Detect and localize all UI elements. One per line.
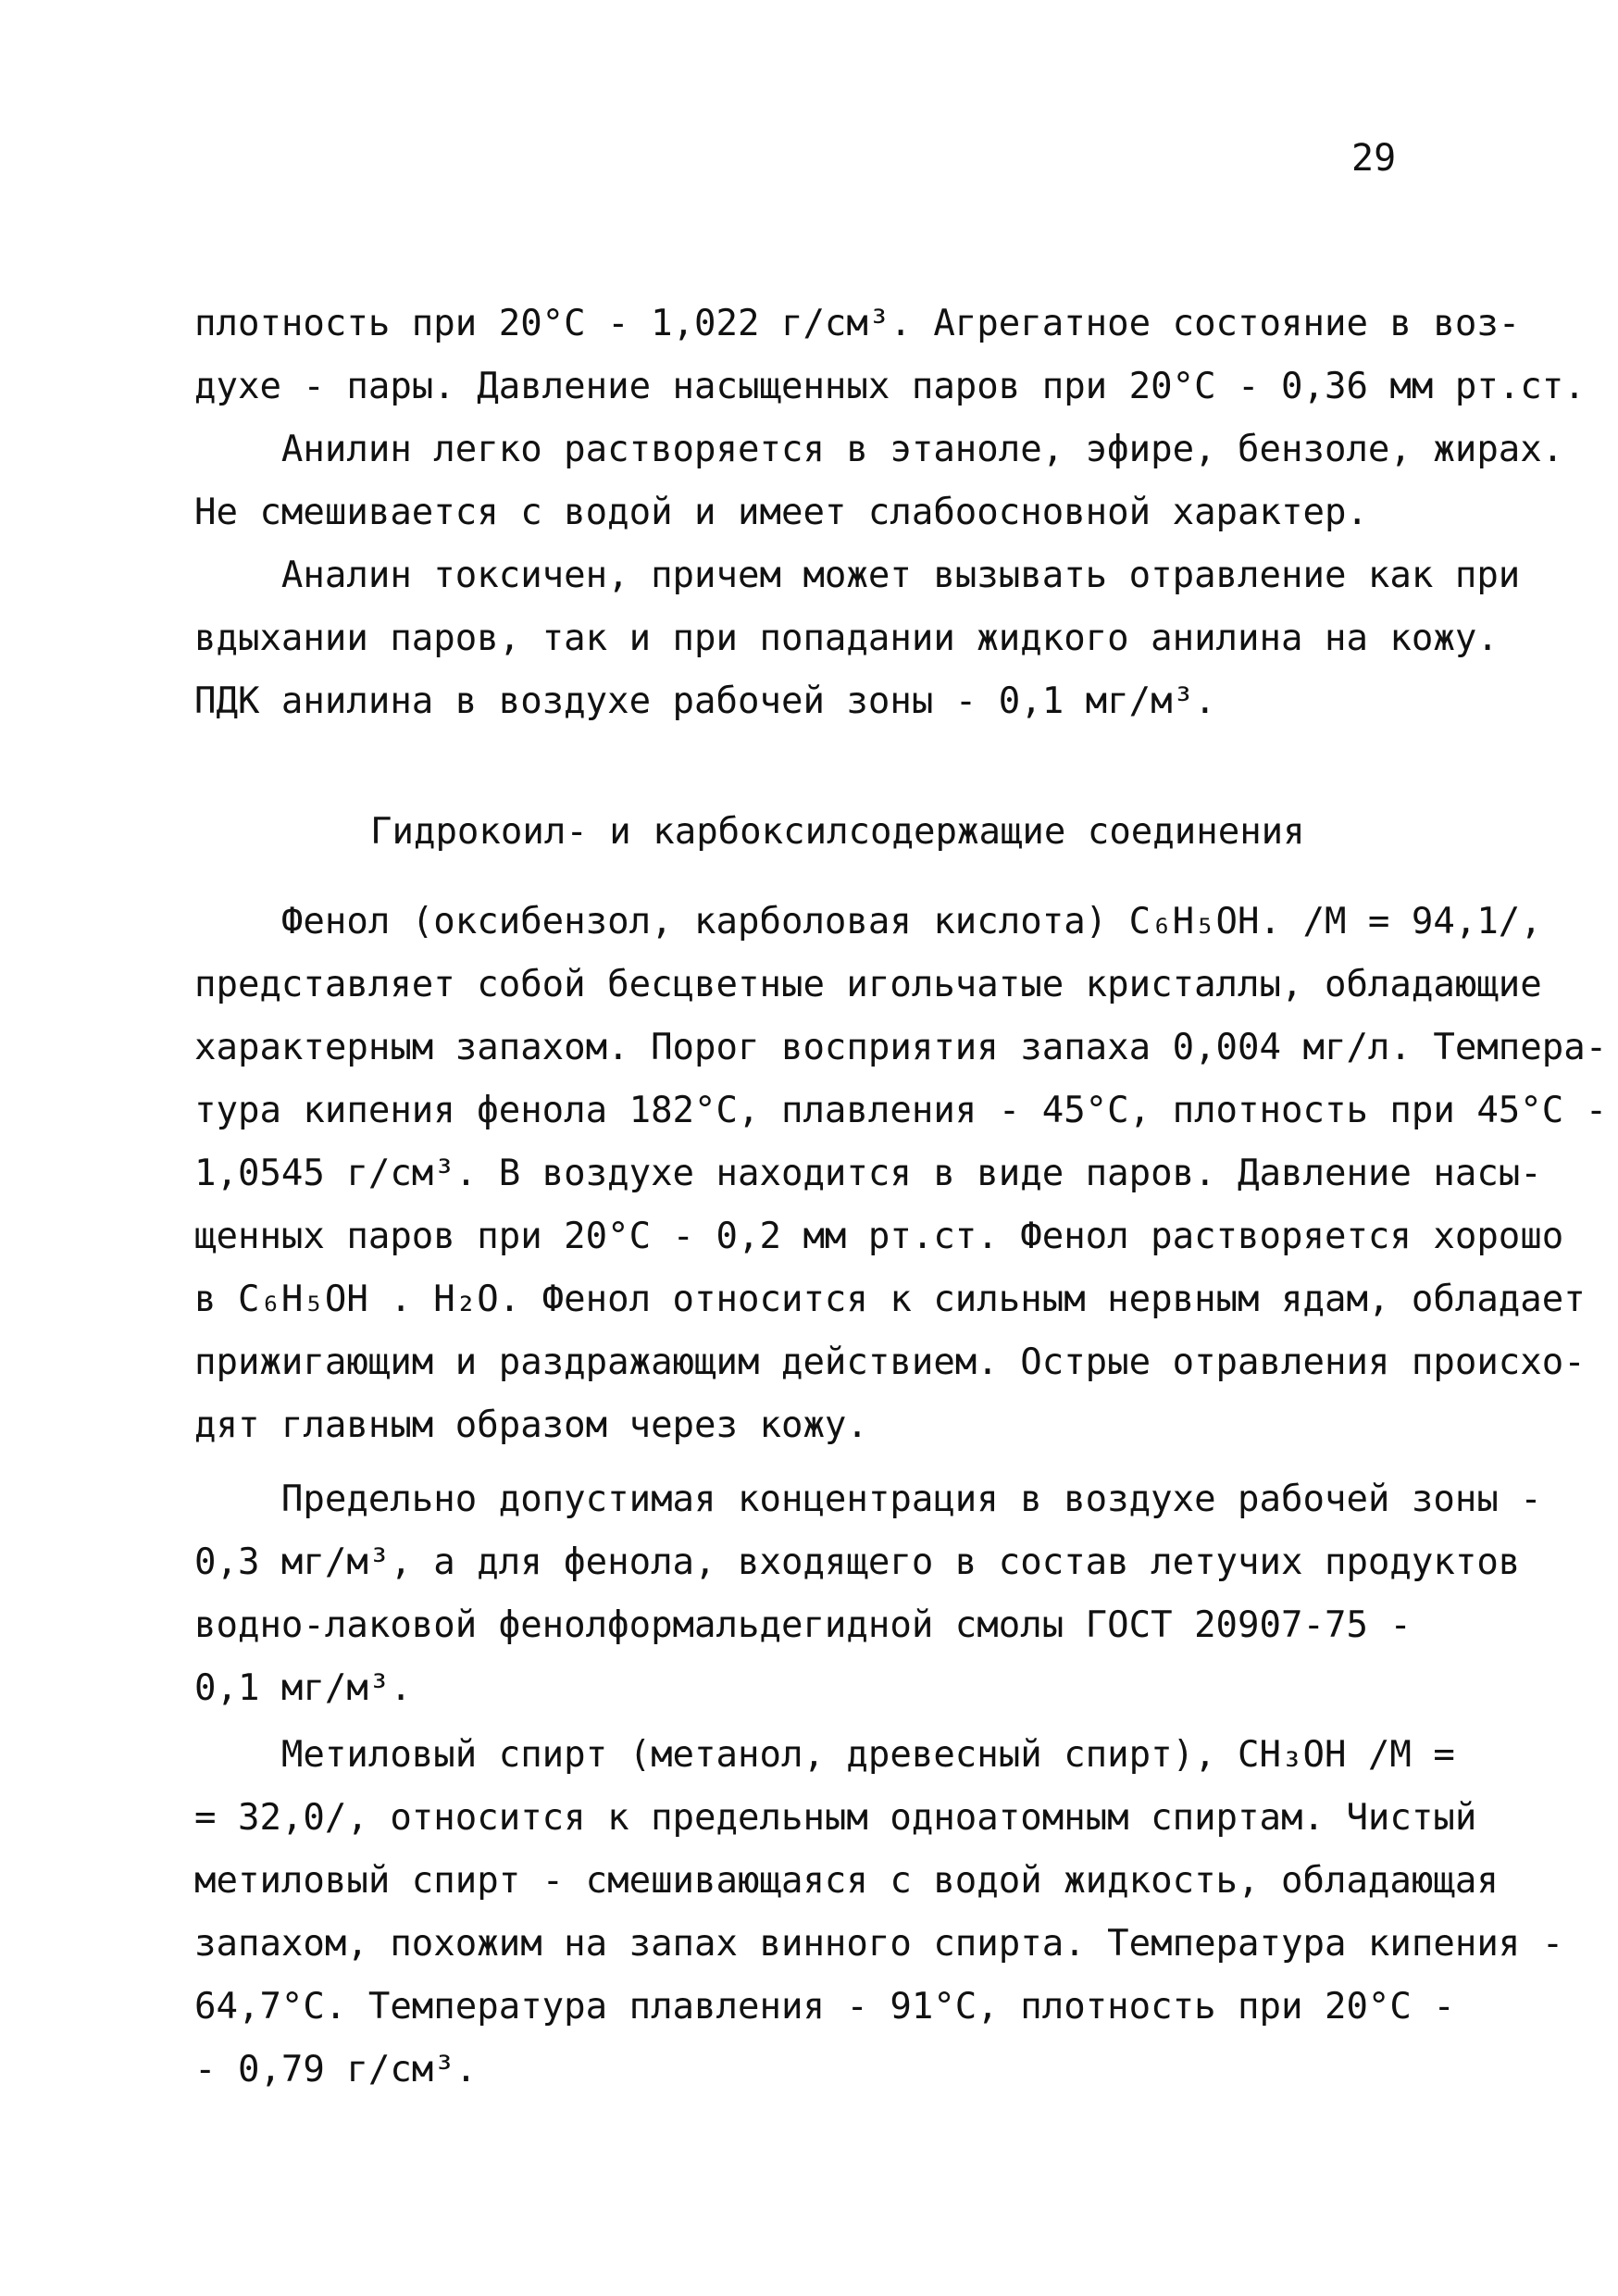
- text-line: в С₆Н₅ОН . Н₂О. Фенол относится к сильным нервным ядам, обладает: [194, 1279, 1586, 1320]
- text-line: водно-лаковой фенолформальдегидной смолы ГОСТ 20907-75 -: [194, 1604, 1412, 1646]
- text-line: запахом, похожим на запах винного спирта. Температура кипения -: [194, 1923, 1564, 1965]
- text-line: метиловый спирт - смешивающаяся с водой жидкость, обладающая: [194, 1860, 1499, 1902]
- text-line: тура кипения фенола 182°С, плавления - 45°С, плотность при 45°С -: [194, 1090, 1608, 1131]
- text-line: = 32,0/, относится к предельным одноатомным спиртам. Чистый: [194, 1797, 1477, 1839]
- text-line: 64,7°С. Температура плавления - 91°С, плотность при 20°С -: [194, 1986, 1455, 2028]
- text-line: плотность при 20°С - 1,022 г/см³. Агрегатное состояние в воз-: [194, 303, 1521, 344]
- text-line: вдыхании паров, так и при попадании жидкого анилина на кожу.: [194, 618, 1499, 659]
- text-line: ПДК анилина в воздухе рабочей зоны - 0,1 мг/м³.: [194, 680, 1216, 722]
- text-line: 0,3 мг/м³, а для фенола, входящего в состав летучих продуктов: [194, 1541, 1521, 1583]
- text-line: 0,1 мг/м³.: [194, 1667, 412, 1709]
- text-line: прижигающим и раздражающим действием. Острые отравления происхо-: [194, 1341, 1586, 1383]
- text-line: Фенол (оксибензол, карболовая кислота) С₆Н₅ОН. /М = 94,1/,: [194, 901, 1542, 942]
- text-line: дят главным образом через кожу.: [194, 1404, 868, 1446]
- text-line: Анилин легко растворяется в этаноле, эфире, бензоле, жирах.: [194, 429, 1564, 470]
- text-line: Не смешивается с водой и имеет слабоосновной характер.: [194, 492, 1368, 533]
- text-line: Метиловый спирт (метанол, древесный спирт), СН₃ОН /М =: [194, 1734, 1455, 1776]
- text-line: представляет собой бесцветные игольчатые кристаллы, обладающие: [194, 964, 1542, 1005]
- text-line: Предельно допустимая концентрация в воздухе рабочей зоны -: [194, 1479, 1542, 1520]
- page-number: 29: [1351, 137, 1397, 180]
- text-line: духе - пары. Давление насыщенных паров при 20°С - 0,36 мм рт.ст.: [194, 366, 1586, 407]
- text-line: Аналин токсичен, причем может вызывать отравление как при: [194, 555, 1521, 596]
- text-line: характерным запахом. Порог восприятия запаха 0,004 мг/л. Темпера-: [194, 1027, 1608, 1068]
- section-heading: Гидрокоил- и карбоксилсодержащие соединения: [370, 811, 1305, 853]
- text-line: - 0,79 г/см³.: [194, 2049, 478, 2090]
- text-line: щенных паров при 20°С - 0,2 мм рт.ст. Фенол растворяется хорошо: [194, 1216, 1564, 1257]
- text-line: 1,0545 г/см³. В воздухе находится в виде паров. Давление насы-: [194, 1153, 1542, 1194]
